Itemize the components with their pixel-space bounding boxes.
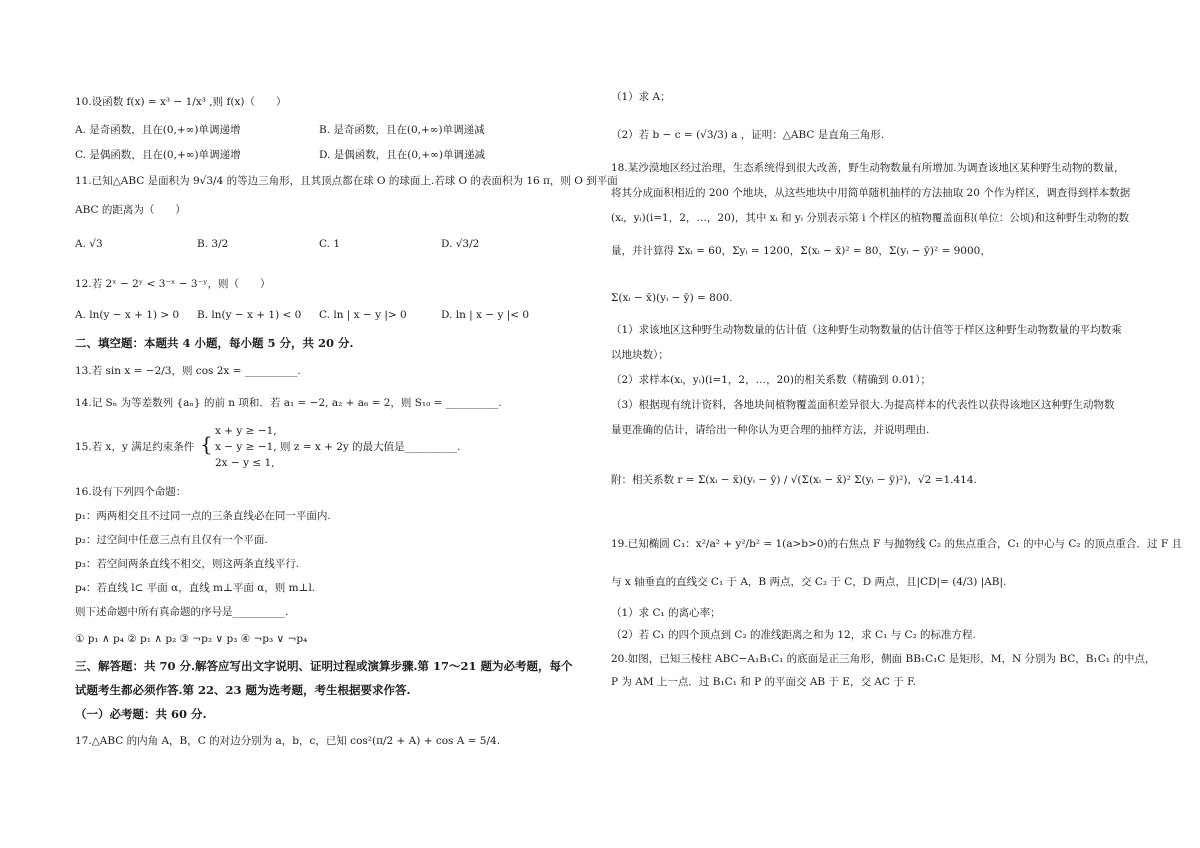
q20-line2: P 为 AM 上一点．过 B₁C₁ 和 P 的平面交 AB 于 E，交 AC 于 F.: [611, 676, 917, 688]
q15-suffix: 则 z = x + 2y 的最大值是__________.: [280, 441, 461, 453]
section2-heading: 二、填空题：本题共 4 小题，每小题 5 分，共 20 分.: [75, 336, 354, 350]
q18-part1-line1: （1）求该地区这种野生动物数量的估计值（这种野生动物数量的估计值等于样区这种野生动物数量的平均数乘: [611, 324, 1122, 336]
q19-line1: 19.已知椭圆 C₁：x²/a² + y²/b² = 1(a>b>0)的右焦点 F 与抛物线 C₂ 的焦点重合，C₁ 的中心与 C₂ 的顶点重合．过 F 且: [611, 538, 1182, 550]
q10-option-b: B. 是奇函数，且在(0,+∞)单调递减: [319, 124, 485, 136]
q16-stem: 16.设有下列四个命题：: [75, 486, 187, 498]
q11-option-b: B. 3/2: [197, 238, 229, 250]
q18-note: 附：相关系数 r = Σ(xᵢ − x̄)(yᵢ − ȳ) / √(Σ(xᵢ − x̄)² Σ(yᵢ − ȳ)²)，√2 =1.414.: [611, 474, 977, 486]
q11-line1: 11.已知△ABC 是面积为 9√3/4 的等边三角形，且其顶点都在球 O 的球面上.若球 O 的表面积为 16 π，则 O 到平面: [75, 175, 618, 187]
q15-constraint-2: x − y ≥ −1,: [215, 441, 277, 453]
q18-line3: (xᵢ，yᵢ)(i=1，2，…，20)，其中 xᵢ 和 yᵢ 分别表示第 i 个样区的植物覆盖面积(单位：公顷)和这种野生动物的数: [611, 212, 1129, 224]
q10-stem: 10.设函数 f(x) = x³ − 1/x³ ,则 f(x)（ ）: [75, 96, 287, 108]
q14: 14.记 Sₙ 为等差数列 {aₙ} 的前 n 项和．若 a₁ = −2, a₂ + a₆ = 2，则 S₁₀ = __________.: [75, 397, 502, 409]
q19-part1: （1）求 C₁ 的离心率；: [611, 607, 721, 619]
q17-part2: （2）若 b − c = (√3/3) a ，证明：△ABC 是直角三角形.: [611, 129, 885, 141]
q17-stem: 17.△ABC 的内角 A，B，C 的对边分别为 a，b，c，已知 cos²(π/2 + A) + cos A = 5/4.: [75, 735, 501, 747]
q18-line5: Σ(xᵢ − x̄)(yᵢ − ȳ) = 800.: [611, 292, 733, 304]
q18-part3-line1: （3）根据现有统计资料，各地块间植物覆盖面积差异很大.为提高样本的代表性以获得该地区这种野生动物数: [611, 399, 1115, 411]
q11-option-c: C. 1: [319, 238, 341, 250]
q18-part1-line2: 以地块数）；: [611, 349, 669, 361]
q10-option-c: C. 是偶函数，且在(0,+∞)单调递增: [75, 149, 241, 161]
q18-line4: 量，并计算得 Σxᵢ = 60，Σyᵢ = 1200，Σ(xᵢ − x̄)² = 80，Σ(yᵢ − ȳ)² = 9000，: [611, 245, 991, 257]
q18-part3-line2: 量更准确的估计，请给出一种你认为更合理的抽样方法，并说明理由.: [611, 424, 930, 436]
q15-constraint-3: 2x − y ≤ 1,: [215, 457, 275, 469]
q15-prefix: 15.若 x，y 满足约束条件: [75, 441, 195, 453]
q11-option-a: A. √3: [75, 238, 103, 250]
q19-line2: 与 x 轴垂直的直线交 C₁ 于 A，B 两点，交 C₂ 于 C，D 两点，且|CD|= (4/3) |AB|.: [611, 576, 1007, 588]
q10-option-d: D. 是偶函数，且在(0,+∞)单调递减: [319, 149, 485, 161]
section3-heading-line2: 试题考生都必须作答.第 22、23 题为选考题，考生根据要求作答.: [75, 683, 411, 697]
q19-part2: （2）若 C₁ 的四个顶点到 C₂ 的准线距离之和为 12，求 C₁ 与 C₂ 的标准方程.: [611, 629, 976, 641]
q12-option-d: D. ln | x − y |< 0: [441, 309, 530, 321]
q12-option-c: C. ln | x − y |> 0: [319, 309, 407, 321]
q15-brace: {: [200, 432, 213, 456]
q18-line1: 18.某沙漠地区经过治理，生态系统得到很大改善，野生动物数量有所增加.为调查该地区某种野生动物的数量，: [611, 162, 1125, 174]
q10-option-a: A. 是奇函数，且在(0,+∞)单调递增: [75, 124, 241, 136]
q15-constraint-1: x + y ≥ −1,: [215, 425, 277, 437]
q17-part1: （1）求 A；: [611, 91, 671, 103]
q11-option-d: D. √3/2: [441, 238, 480, 250]
q12-option-a: A. ln(y − x + 1) > 0: [75, 309, 180, 321]
q20-line1: 20.如图，已知三棱柱 ABC−A₁B₁C₁ 的底面是正三角形，侧面 BB₁C₁C 是矩形，M，N 分别为 BC，B₁C₁ 的中点，: [611, 653, 1156, 665]
q13: 13.若 sin x = −2/3，则 cos 2x = __________.: [75, 365, 301, 377]
required-subheading: （一）必考题：共 60 分.: [75, 707, 207, 721]
q12-stem: 12.若 2ˣ − 2ʸ < 3⁻ˣ − 3⁻ʸ，则（ ）: [75, 278, 271, 290]
q16-p2: p₂：过空间中任意三点有且仅有一个平面.: [75, 534, 268, 546]
q16-p3: p₃：若空间两条直线不相交，则这两条直线平行.: [75, 558, 300, 570]
q11-line2: ABC 的距离为（ ）: [75, 204, 186, 216]
q16-p1: p₁：两两相交且不过同一点的三条直线必在同一平面内.: [75, 510, 331, 522]
section3-heading-line1: 三、解答题：共 70 分.解答应写出文字说明、证明过程或演算步骤.第 17～21 题为必考题，每个: [75, 659, 573, 673]
q16-ask: 则下述命题中所有真命题的序号是__________.: [75, 606, 289, 618]
q16-choices: ① p₁ ∧ p₄ ② p₁ ∧ p₂ ③ ¬p₂ ∨ p₃ ④ ¬p₃ ∨ ¬p₄: [75, 633, 308, 645]
q18-part2: （2）求样本(xᵢ，yᵢ)(i=1，2，…，20)的相关系数（精确到 0.01）；: [611, 374, 931, 386]
q18-line2: 将其分成面积相近的 200 个地块，从这些地块中用简单随机抽样的方法抽取 20 个作为样区，调查得到样本数据: [611, 187, 1131, 199]
q16-p4: p₄：若直线 l⊂ 平面 α，直线 m⊥平面 α，则 m⊥l.: [75, 582, 316, 594]
q12-option-b: B. ln(y − x + 1) < 0: [197, 309, 302, 321]
